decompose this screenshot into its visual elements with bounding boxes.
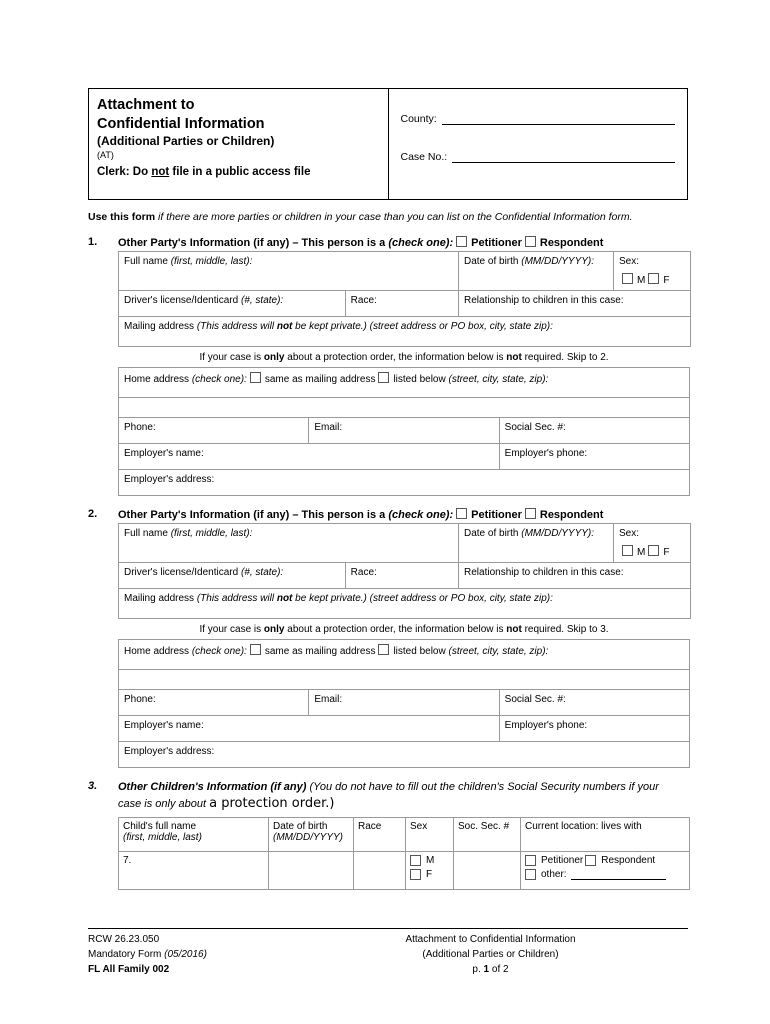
use-this-form-bold: Use this form [88,211,156,223]
label-sex-m-1: M [637,275,646,287]
label-child-sex-f-7: F [426,869,433,881]
table-row [119,470,690,496]
label-employer-phone-1: Employer's phone: [504,448,588,460]
checkbox-listed-below-2[interactable] [378,644,389,655]
label-mailing-it1-1: (This address will [196,321,277,333]
case-number-input-rule[interactable] [452,152,675,163]
table-row [119,291,691,317]
label-listed-below-hint-1: (street, city, state, zip): [448,374,549,386]
cell-full-name-1[interactable] [119,252,459,291]
cell-ssn-1[interactable] [499,418,689,444]
form-abbrev: (AT) [97,149,114,160]
child-sex-f-7[interactable] [410,869,449,880]
label-mailing-not-1: not [276,321,293,333]
label-dob-2: Date of birth [464,527,519,539]
cell-relationship-2[interactable] [459,562,691,588]
cell-child-ssn-7[interactable] [454,852,521,890]
checkbox-respondent-1[interactable] [525,236,536,247]
footer-page-number [293,962,688,977]
footer-title-line2: (Additional Parties or Children) [422,949,559,960]
label-dl-2: Driver's license/Identicard [124,566,239,578]
child-location-row-7 [525,855,685,866]
page-footer [88,928,688,977]
form-title-block [89,89,389,199]
case-caption-block [389,89,688,199]
party-1-table [118,251,691,347]
cell-sex-2[interactable] [614,523,691,562]
checkbox-child-sex-f-7[interactable] [410,869,421,880]
label-email-2: Email: [314,693,343,705]
column-child-name-l2: (first, middle, last) [123,832,202,844]
label-dl-hint-1: (#, state): [240,295,284,307]
note-1-mid: about a protection order, the information below is [284,352,507,364]
section-3-title-rest: (You do not have to fill out the children's Social Security numbers if your case is only about [118,780,659,810]
label-petitioner-2: Petitioner [471,509,522,522]
sex-checkboxes-1 [619,273,685,286]
label-child-petitioner-7: Petitioner [541,855,584,867]
label-dob-hint-1: (MM/DD/YYYY): [521,256,595,268]
label-child-other-7: other: [541,869,567,881]
label-sex-f-1: F [663,275,670,287]
table-row [119,689,690,715]
form-subtitle: (Additional Parties or Children) [97,134,275,149]
footer-mandatory-form [88,947,293,962]
section-2-check-one: (check one): [388,509,454,522]
cell-child-race-7[interactable] [354,852,406,890]
footer-rcw: RCW 26.23.050 [88,934,160,945]
section-3-heading [88,780,688,812]
label-mailing-it2-1: be kept private.) (street address or PO box, city, state zip): [292,321,553,333]
column-sex [406,818,454,852]
child-row-index-7: 7. [123,855,132,867]
checkbox-child-respondent-7[interactable] [585,855,596,866]
label-petitioner-1: Petitioner [471,237,522,250]
cell-employer-phone-2[interactable] [499,715,689,741]
checkbox-sex-f-1[interactable] [648,273,659,284]
cell-home-address-2[interactable] [119,639,690,669]
cell-home-address-blank-2[interactable] [119,669,690,689]
label-child-respondent-7: Respondent [601,855,656,867]
note-2-post: required. Skip to 3. [521,623,609,635]
label-full-name-2: Full name [124,527,168,539]
use-this-form-note [88,210,660,224]
footer-page-mid: of [489,964,504,975]
cell-mailing-address-2[interactable] [119,588,691,618]
label-dl-hint-2: (#, state): [240,566,284,578]
column-child-name-l1: Child's full name [123,821,197,833]
form-title-line1: Attachment to [97,97,195,113]
checkbox-listed-below-1[interactable] [378,372,389,383]
column-ssn [454,818,521,852]
label-relationship-2: Relationship to children in this case: [464,566,624,578]
label-home-address-1: Home address [124,374,192,386]
label-full-name-1: Full name [124,256,168,268]
label-child-sex-m-7: M [426,855,435,867]
column-race [354,818,406,852]
section-1-title-text: Other Party's Information (if any) – This person is a [118,237,389,250]
note-1-post: required. Skip to 2. [521,352,609,364]
cell-employer-address-2[interactable] [119,741,690,767]
section-1-heading [88,236,688,251]
cell-employer-name-2[interactable] [119,715,500,741]
county-field[interactable] [401,113,676,125]
label-mailing-hint-2 [197,593,553,604]
label-full-name-hint-2: (first, middle, last): [170,527,253,539]
cell-full-name-2[interactable] [119,523,459,562]
footer-form-code [88,962,293,977]
label-dob-hint-2: (MM/DD/YYYY): [521,527,595,539]
note-1-pre: If your case is [199,352,264,364]
column-dob-l1: Date of birth [273,821,328,833]
section-3-title-protection: a protection order.) [209,795,335,811]
checkbox-same-as-mailing-2[interactable] [250,644,261,655]
section-2-title [118,508,673,523]
note-1-only: only [263,352,285,364]
checkbox-child-petitioner-7[interactable] [525,855,536,866]
footer-page-current: 1 [483,964,490,975]
checkbox-child-sex-m-7[interactable] [410,855,421,866]
checkbox-petitioner-2[interactable] [456,508,467,519]
checkbox-petitioner-1[interactable] [456,236,467,247]
checkbox-sex-m-2[interactable] [622,545,633,556]
label-mailing-not-2: not [276,592,293,604]
child-location-other-7 [525,869,685,880]
cell-email-1[interactable] [309,418,499,444]
label-full-name-hint-1: (first, middle, last): [170,256,253,268]
footer-center [293,932,688,977]
party-2-table [118,523,691,619]
section-2-number: 2. [88,508,98,521]
label-race-1: Race: [350,295,377,307]
column-current-location-l1: Current location: lives with [525,821,642,833]
checkbox-respondent-2[interactable] [525,508,536,519]
footer-page-pre: p. [472,964,484,975]
label-listed-below-1: listed below [393,374,449,386]
column-dob-l2: (MM/DD/YYYY) [273,832,343,844]
protection-order-note-1 [118,347,690,367]
note-2-pre: If your case is [199,623,264,635]
cell-dob-1[interactable] [459,252,614,291]
label-listed-below-hint-2: (street, city, state, zip): [448,645,549,657]
column-dob [269,818,354,852]
column-race-l1: Race [358,821,382,833]
label-dl-1: Driver's license/Identicard [124,295,239,307]
table-header-row [119,818,690,852]
cell-race-2[interactable] [345,562,458,588]
label-dob-1: Date of birth [464,256,519,268]
label-same-as-mailing-1: same as mailing address [264,374,376,386]
clerk-notice-pre: Clerk: Do [97,166,152,179]
label-home-address-2: Home address [124,645,192,657]
table-row [119,418,690,444]
protection-order-note-2 [118,619,690,639]
cell-employer-name-1[interactable] [119,444,500,470]
label-mailing-2: Mailing address [124,592,197,604]
cell-dl-2[interactable] [119,562,346,588]
label-employer-name-2: Employer's name: [124,719,204,731]
label-race-2: Race: [350,566,377,578]
table-row [119,398,690,418]
child-other-input-rule-7[interactable] [571,870,666,880]
table-row [119,317,691,347]
note-2-only: only [263,623,285,635]
cell-child-sex-7[interactable] [406,852,454,890]
note-2-mid: about a protection order, the information below is [284,623,507,635]
clerk-notice [97,166,380,178]
cell-phone-2[interactable] [119,689,309,715]
section-3-number: 3. [88,779,98,792]
label-sex-m-2: M [637,546,646,558]
table-row [119,523,691,562]
label-employer-phone-2: Employer's phone: [504,719,588,731]
cell-home-address-1[interactable] [119,368,690,398]
cell-phone-1[interactable] [119,418,309,444]
cell-ssn-2[interactable] [499,689,689,715]
label-mailing-hint-1 [197,321,553,332]
table-row [119,562,691,588]
table-row [119,588,691,618]
child-sex-m-7[interactable] [410,855,449,866]
clerk-notice-post: file in a public access file [169,166,311,179]
section-1-title [118,236,673,251]
case-number-field[interactable] [401,151,676,163]
table-row [119,444,690,470]
cell-employer-address-1[interactable] [119,470,690,496]
party-2-private-table [118,639,690,768]
case-number-label: Case No.: [400,151,448,163]
section-3-title [118,780,673,812]
footer-mandatory-date: (05/2016) [164,949,207,960]
label-ssn-1: Social Sec. #: [504,422,566,434]
label-phone-2: Phone: [124,693,156,705]
cell-dob-2[interactable] [459,523,614,562]
county-input-rule[interactable] [442,114,675,125]
cell-dl-1[interactable] [119,291,346,317]
note-2-not: not [506,623,522,635]
label-listed-below-2: listed below [393,645,449,657]
children-table [118,817,690,890]
label-home-address-hint-1: (check one): [191,374,247,386]
column-child-name [119,818,269,852]
column-ssn-l1: Soc. Sec. # [458,821,510,833]
cell-race-1[interactable] [345,291,458,317]
checkbox-child-other-7[interactable] [525,869,536,880]
label-same-as-mailing-2: same as mailing address [264,645,376,657]
table-row [119,252,691,291]
cell-relationship-1[interactable] [459,291,691,317]
cell-email-2[interactable] [309,689,499,715]
label-home-address-hint-2: (check one): [191,645,247,657]
label-mailing-it1-2: (This address will [196,592,277,604]
table-row [119,639,690,669]
cell-child-dob-7[interactable] [269,852,354,890]
form-title-line2: Confidential Information [97,115,265,132]
label-phone-1: Phone: [124,422,156,434]
footer-page-total: 2 [503,964,509,975]
footer-left [88,932,293,977]
checkbox-sex-m-1[interactable] [622,273,633,284]
section-1-number: 1. [88,236,98,249]
label-mailing-it2-2: be kept private.) (street address or PO box, city, state zip): [292,592,553,604]
cell-employer-phone-1[interactable] [499,444,689,470]
table-row [119,715,690,741]
label-employer-name-1: Employer's name: [124,448,204,460]
cell-child-name-7[interactable] [119,852,269,890]
note-1-not: not [506,352,522,364]
cell-sex-1[interactable] [614,252,691,291]
label-mailing-1: Mailing address [124,321,197,333]
sex-checkboxes-2 [619,545,685,558]
label-employer-address-2: Employer's address: [124,745,215,757]
use-this-form-text: if there are more parties or children in your case than you can list on the Confidential Information form. [155,211,633,223]
column-current-location [521,818,690,852]
label-respondent-1: Respondent [539,237,604,250]
label-relationship-1: Relationship to children in this case: [464,295,624,307]
column-sex-l1: Sex [410,821,428,833]
footer-title-line1: Attachment to Confidential Information [405,934,576,945]
table-row [119,741,690,767]
label-employer-address-1: Employer's address: [124,474,215,486]
cell-home-address-blank-1[interactable] [119,398,690,418]
table-row [119,669,690,689]
form-header [88,88,688,200]
label-respondent-2: Respondent [539,509,604,522]
party-1-private-table [118,367,690,496]
label-ssn-2: Social Sec. #: [504,693,566,705]
label-email-1: Email: [314,422,343,434]
table-row [119,852,690,890]
cell-child-location-7[interactable] [521,852,690,890]
table-row [119,368,690,398]
checkbox-same-as-mailing-1[interactable] [250,372,261,383]
section-2-title-text: Other Party's Information (if any) – This person is a [118,509,389,522]
label-sex-f-2: F [663,546,670,558]
label-sex-2: Sex: [619,527,640,539]
cell-mailing-address-1[interactable] [119,317,691,347]
checkbox-sex-f-2[interactable] [648,545,659,556]
section-1-check-one: (check one): [388,237,454,250]
section-2-heading [88,508,688,523]
section-3-title-bold: Other Children's Information (if any) [118,780,307,793]
county-label: County: [400,113,437,125]
footer-form-code-text: FL All Family 002 [88,964,170,975]
footer-mandatory-label: Mandatory Form [88,949,165,960]
clerk-notice-not: not [151,166,170,179]
label-sex-1: Sex: [619,256,640,268]
